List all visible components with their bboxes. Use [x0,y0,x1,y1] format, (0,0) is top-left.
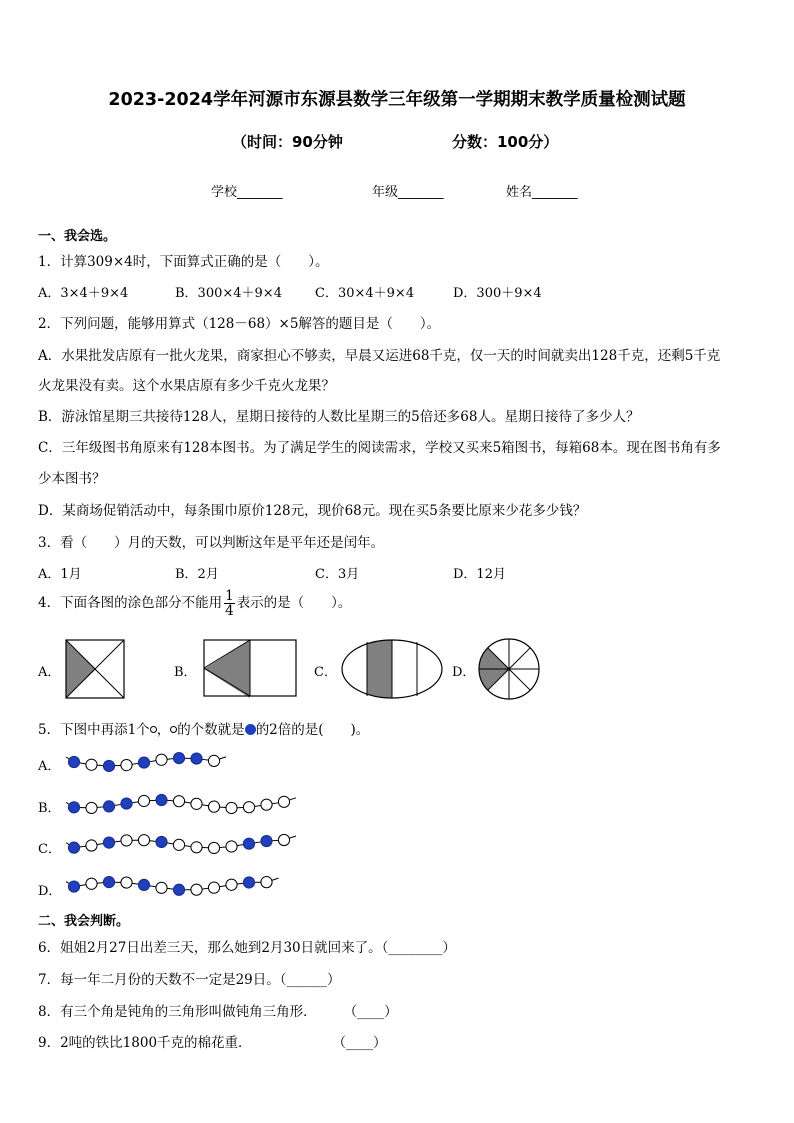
blue-bead [138,757,149,768]
q4-text-pre: 4．下面各图的涂色部分不能用 [38,595,223,611]
question-1: 1．计算309×4时，下面算式正确的是（ ）。 [38,254,329,270]
white-bead [261,799,272,810]
question-3: 3．看（ ）月的天数，可以判断这年是平年还是闰年。 [38,535,385,551]
white-bead [278,834,289,845]
exam-time: （时间：90分钟 [232,133,343,151]
q4-figure-b-rectangle [204,640,298,698]
q1-option-c: C．30×4＋9×4 [315,286,415,301]
q2-option-d: D．某商场促销活动中，每条围巾原价128元，现价68元。现在买5条要比原来少花多少钱？ [38,503,587,519]
question-5 [38,718,369,738]
white-bead [278,796,289,807]
q1-option-d: D．300＋9×4 [453,286,542,301]
q3-option-d: D．12月 [453,567,506,582]
blue-bead [243,877,254,888]
blue-bead [191,753,202,764]
q1-option-b: B．300×4＋9×4 [175,286,282,301]
white-bead [86,878,97,889]
blue-bead [243,838,254,849]
q5-bead-string-a [64,746,254,776]
q3-option-c: C．3月 [315,567,360,582]
fraction-numerator: 1 [225,588,234,604]
white-bead [138,795,149,806]
q5-text-comma: ， [156,722,171,738]
blue-bead [156,836,167,847]
white-bead [156,754,167,765]
blue-bead-icon [245,724,256,735]
white-bead [121,835,132,846]
q2-option-a-line2: 火龙果没有卖。这个水果店原有多少千克火龙果？ [38,378,335,394]
blue-bead [138,879,149,890]
q5-text-pre: 5．下图中再添1个 [38,722,150,738]
section-heading-choice: 一、我会选。 [38,229,117,244]
blue-bead [68,756,79,767]
exam-score: 分数：100分） [452,133,559,151]
q4-label-a: A． [38,665,61,680]
blue-bead [173,884,184,895]
blue-bead [121,798,132,809]
q2-option-c-line2: 少本图书？ [38,471,106,487]
q2-option-c-line1: C．三年级图书角原来有128本图书。为了满足学生的阅读需求，学校又买来5箱图书，每箱68本。现在图书角有多 [38,440,721,456]
q2-option-a-line1: A．水果批发店原有一批火龙果，商家担心不够卖，早晨又运进68千克，仅一天的时间就卖出128千克，还剩5千克 [38,348,721,364]
q5-bead-string-d [64,870,284,900]
blue-bead [173,752,184,763]
q3-option-a: A．1月 [38,567,82,582]
q5-bead-string-b [64,788,294,818]
question-8: 8．有三个角是钝角的三角形叫做钝角三角形． （____） [38,1004,398,1020]
white-bead [138,835,149,846]
blue-bead [261,835,272,846]
blue-bead [103,760,114,771]
q5-label-d: D． [38,884,62,899]
name-field: 姓名_______ [506,185,578,200]
white-bead [191,842,202,853]
blue-bead [68,881,79,892]
blue-bead [68,842,79,853]
fraction-one-quarter [224,589,235,618]
q4-text-post: 表示的是（ ）。 [236,595,352,611]
white-bead [208,882,219,893]
school-field: 学校_______ [211,185,283,200]
q4-label-d: D． [452,665,476,680]
white-bead [226,802,237,813]
q4-label-c: C． [314,665,337,680]
blue-bead [156,794,167,805]
q4-label-b: B． [174,665,197,680]
section-heading-judge: 二、我会判断。 [38,914,130,929]
white-bead [243,802,254,813]
q5-label-a: A． [38,759,61,774]
question-7: 7．每一年二月份的天数不一定是29日。（______） [38,972,341,988]
white-bead [121,877,132,888]
white-bead [156,882,167,893]
question-4 [38,589,351,618]
question-9: 9．2吨的铁比1800千克的棉花重． （____） [38,1035,387,1051]
blue-bead [103,801,114,812]
question-6: 6．姐姐2月27日出差三天，那么她到2月30日就回来了。（________） [38,940,456,956]
blue-bead [103,837,114,848]
q4-figure-c-ellipse [341,639,443,699]
white-bead-icon [150,726,157,733]
page-title: 2023-2024学年河源市东源县数学三年级第一学期期末教学质量检测试题 [108,90,686,110]
fraction-denominator: 4 [225,603,234,619]
q4-figure-a-square [66,640,126,698]
q5-text-post: 的2倍的是( )。 [255,722,370,738]
q5-text-mid: 的个数就是 [177,722,245,738]
q5-label-c: C． [38,842,61,857]
white-bead [86,759,97,770]
white-bead [121,760,132,771]
white-bead [191,798,202,809]
white-bead [208,755,219,766]
white-bead [208,801,219,812]
white-bead [208,842,219,853]
white-bead [173,839,184,850]
q5-label-b: B． [38,801,61,816]
white-bead [173,796,184,807]
q3-option-b: B．2月 [175,567,219,582]
blue-bead [103,876,114,887]
question-2: 2．下列问题，能够用算式（128－68）×5解答的题目是（ ）。 [38,316,441,332]
white-bead [191,884,202,895]
grade-field: 年级_______ [372,185,444,200]
white-bead [86,802,97,813]
q1-option-a: A．3×4＋9×4 [38,286,129,301]
white-bead [226,879,237,890]
q4-figure-d-circle [478,638,540,700]
q5-bead-string-c [64,828,294,858]
white-bead [86,840,97,851]
white-bead [226,841,237,852]
blue-bead [68,802,79,813]
white-bead [261,877,272,888]
q2-option-b: B．游泳馆星期三共接待128人，星期日接待的人数比星期三的5倍还多68人。星期日接待了多少人？ [38,409,640,425]
